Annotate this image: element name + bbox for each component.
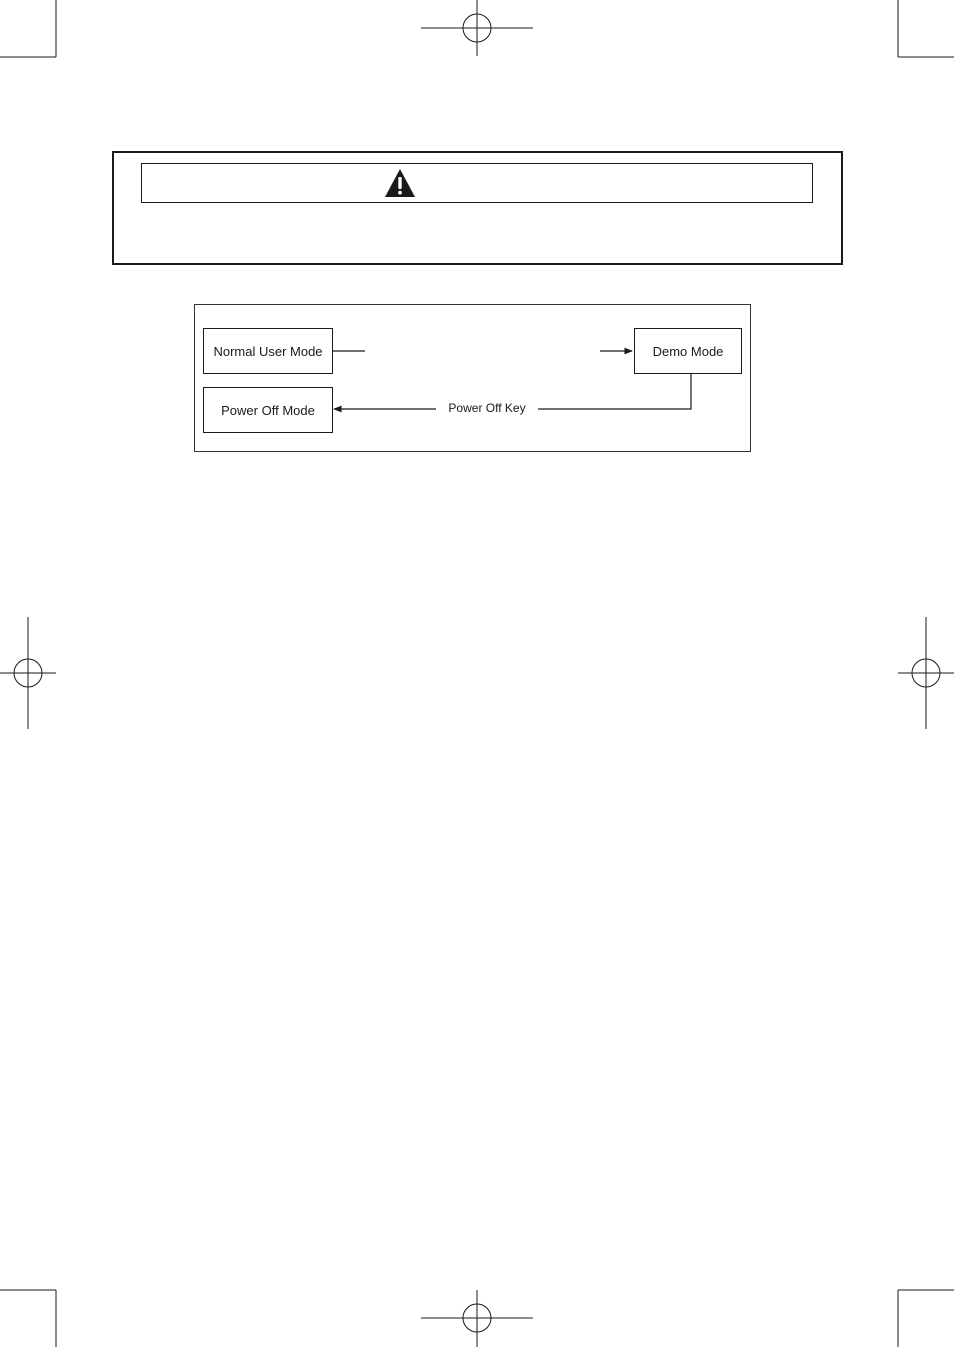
node-power-off-mode (203, 387, 333, 433)
node-demo-mode (634, 328, 742, 374)
node-normal-user-mode (203, 328, 333, 374)
edge-label-power-off-key: Power Off Key (448, 401, 526, 415)
node-label: Normal User Mode (213, 343, 323, 359)
node-label: Demo Mode (652, 343, 724, 359)
node-label: Power Off Mode (221, 402, 315, 418)
edge-demo-down-right-segment (538, 374, 691, 409)
